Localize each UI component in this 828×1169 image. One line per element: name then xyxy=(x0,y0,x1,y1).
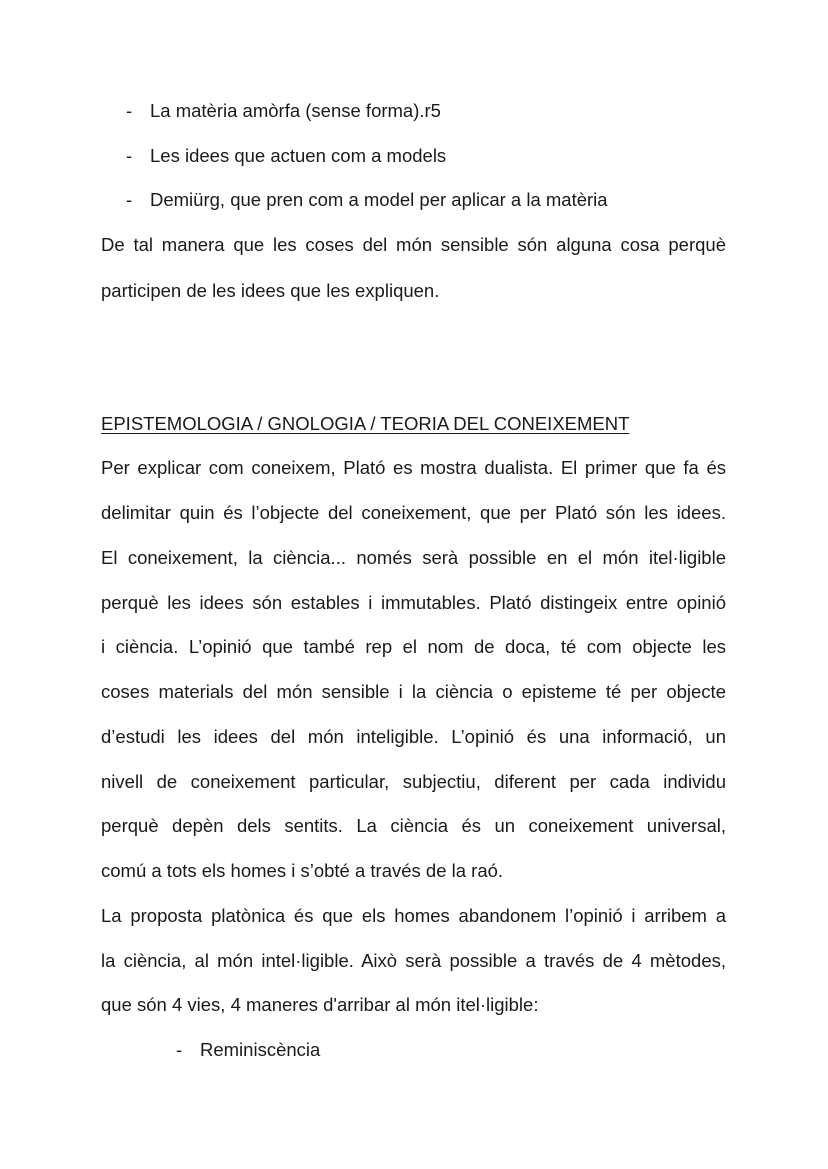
list-item-text: Reminiscència xyxy=(200,1039,321,1060)
paragraph-line: que són 4 vies, 4 maneres d'arribar al món itel·ligible: xyxy=(101,994,539,1015)
intro-paragraph-line: participen de les idees que les expliquen. xyxy=(101,280,440,301)
paragraph-line: Per explicar com coneixem, Plató es mostra dualista. El primer que fa és xyxy=(101,457,726,478)
list-item-text: Les idees que actuen com a models xyxy=(150,145,447,166)
intro-paragraph-line: De tal manera que les coses del món sensible són alguna cosa perquè xyxy=(101,234,726,255)
list-item-text: Demiürg, que pren com a model per aplicar a la matèria xyxy=(150,189,608,210)
paragraph-line: El coneixement, la ciència... només serà possible en el món itel·ligible xyxy=(101,547,726,568)
bullet-dash: - xyxy=(126,100,133,121)
bullet-dash: - xyxy=(126,189,133,210)
bullet-dash: - xyxy=(126,145,133,166)
paragraph-line: perquè depèn dels sentits. La ciència és un coneixement universal, xyxy=(101,815,726,836)
section-heading: EPISTEMOLOGIA / GNOLOGIA / TEORIA DEL CONEIXEMENT xyxy=(101,413,630,434)
paragraph-line: La proposta platònica és que els homes abandonem l’opinió i arribem a xyxy=(101,905,726,926)
paragraph-line: coses materials del món sensible i la ciència o episteme té per objecte xyxy=(101,681,726,702)
paragraph-line: nivell de coneixement particular, subjectiu, diferent per cada individu xyxy=(101,771,726,792)
bullet-dash: - xyxy=(176,1039,183,1060)
paragraph-line: delimitar quin és l’objecte del coneixement, que per Plató són les idees. xyxy=(101,502,726,523)
paragraph-line: perquè les idees són estables i immutables. Plató distingeix entre opinió xyxy=(101,592,726,613)
list-item-text: La matèria amòrfa (sense forma).r5 xyxy=(150,100,441,121)
paragraph-line: comú a tots els homes i s’obté a través de la raó. xyxy=(101,860,504,881)
paragraph-line: i ciència. L’opinió que també rep el nom de doca, té com objecte les xyxy=(101,636,726,657)
paragraph-line: la ciència, al món intel·ligible. Això serà possible a través de 4 mètodes, xyxy=(101,950,726,971)
paragraph-line: d’estudi les idees del món inteligible. L’opinió és una informació, un xyxy=(101,726,726,747)
